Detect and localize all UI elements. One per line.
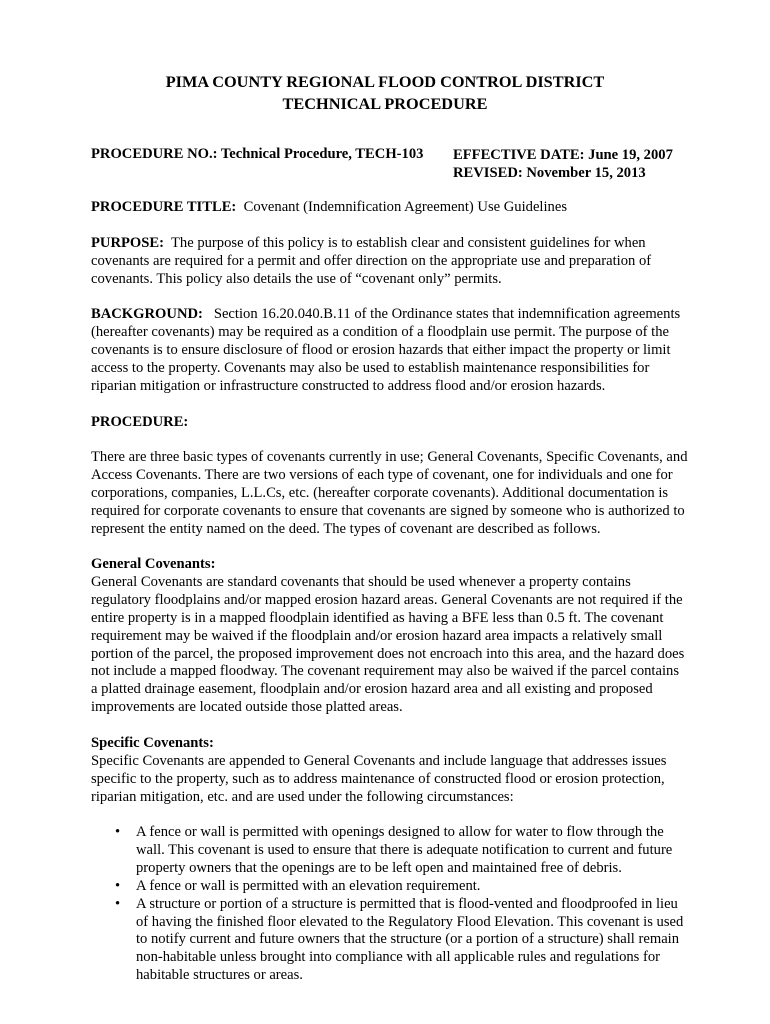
purpose-line: covenants. This policy also details the use of “covenant only” permits. [91, 270, 502, 287]
specific-covenants-section [91, 735, 731, 807]
list-item-line: A structure or portion of a structure is permitted that is flood-vented and floodproofed in lieu [136, 895, 678, 912]
background-line: Section 16.20.040.B.11 of the Ordinance states that indemnification agreements [202, 306, 681, 322]
intro-line: corporations, companies, L.L.Cs, etc. (hereafter corporate covenants). Additional documentation is [91, 484, 669, 501]
general-line: General Covenants are standard covenants that should be used whenever a property contains [91, 573, 631, 590]
specific-line: riparian mitigation, etc. and are used under the following circumstances: [91, 788, 514, 805]
list-item-line: habitable structures or areas. [136, 967, 303, 984]
list-item-line: wall. This covenant is used to ensure that there is adequate notification to current and future [136, 841, 673, 858]
purpose-section [91, 235, 731, 289]
general-line: not include a mapped floodway. The covenant requirement may also be waived if the parcel contains [91, 663, 679, 680]
specific-line: specific to the property, such as to address maintenance of constructed flood or erosion protection, [91, 770, 665, 787]
background-line: (hereafter covenants) may be required as a condition of a floodplain use permit. The purpose of the [91, 323, 669, 340]
specific-line: Specific Covenants are appended to General Covenants and include language that addresses issues [91, 752, 667, 769]
list-item-line: A fence or wall is permitted with an elevation requirement. [136, 877, 481, 894]
list-item-line: of having the finished floor elevated to the Regulatory Flood Elevation. This covenant is used [136, 913, 684, 930]
background-label: BACKGROUND: [91, 306, 203, 322]
document-subtitle: TECHNICAL PROCEDURE [282, 94, 488, 113]
general-line: entire property is in a mapped floodplain identified as having a BFE less than 0.5 ft. The covenant [91, 609, 664, 626]
bullet-icon: • [115, 877, 121, 894]
document-title: PIMA COUNTY REGIONAL FLOOD CONTROL DISTRICT [165, 72, 605, 91]
background-section [91, 306, 731, 396]
general-line: portion of the parcel, the proposed improvement does not encroach into this area, and the hazard does [91, 645, 685, 662]
background-line: covenants is to ensure disclosure of flood or erosion hazards that either impact the property or limit [91, 341, 671, 358]
intro-line: Access Covenants. There are two versions of each type of covenant, one for individuals and one for [91, 466, 673, 483]
general-line: improvements are located outside those platted areas. [91, 699, 403, 716]
general-line: requirement may be waived if the floodplain and/or erosion hazard area impacts a relatively small [91, 627, 663, 644]
list-item-line: A fence or wall is permitted with openings designed to allow for water to flow through the [136, 824, 664, 840]
list-item-line: property owners that the openings are to be left open and maintained free of debris. [136, 859, 622, 876]
intro-line: There are three basic types of covenants currently in use; General Covenants, Specific Covenants, and [91, 449, 688, 465]
procedure-heading: PROCEDURE: [91, 414, 189, 430]
general-line: regulatory floodplains and/or mapped erosion hazard areas. General Covenants are not required if the [91, 591, 683, 608]
list-item [91, 878, 731, 896]
background-line: riparian mitigation or infrastructure constructed to address flood and/or erosion hazards. [91, 377, 606, 394]
list-item-line: to notify current and future owners that the structure (or a portion of a structure) shall remain [136, 931, 680, 948]
procedure-title-value: Covenant (Indemnification Agreement) Use Guidelines [236, 199, 567, 215]
specific-covenants-heading: Specific Covenants: [91, 735, 214, 751]
list-item-line: non-habitable unless brought into compliance with all applicable rules and regulations for [136, 949, 661, 966]
intro-line: represent the entity named on the deed. The types of covenant are described as follows. [91, 520, 601, 537]
purpose-line: The purpose of this policy is to establish clear and consistent guidelines for when [163, 235, 646, 251]
general-covenants-section [91, 556, 731, 717]
intro-line: required for corporate covenants to ensure that covenants are signed by someone who is authorized to [91, 502, 685, 519]
intro-paragraph [91, 449, 731, 539]
bullet-icon: • [115, 824, 121, 840]
dates-block [453, 146, 673, 182]
background-line: access to the property. Covenants may also be used to establish maintenance responsibilities for [91, 359, 650, 376]
procedure-title [91, 199, 731, 217]
list-item [91, 824, 731, 878]
general-covenants-heading: General Covenants: [91, 556, 216, 572]
purpose-line: covenants are required for a permit and offer direction on the appropriate use and preparation of [91, 252, 652, 269]
general-line: a platted drainage easement, floodplain and/or erosion hazard area and all existing and proposed [91, 681, 653, 698]
bullet-icon: • [115, 895, 121, 912]
list-item [91, 896, 731, 986]
circumstances-list [91, 824, 731, 985]
procedure-title-label: PROCEDURE TITLE: [91, 199, 237, 215]
procedure-number: PROCEDURE NO.: Technical Procedure, TECH-103 [91, 146, 424, 162]
purpose-label: PURPOSE: [91, 235, 164, 251]
effective-date: EFFECTIVE DATE: June 19, 2007 [453, 147, 673, 163]
revised-date: REVISED: November 15, 2013 [453, 165, 646, 181]
